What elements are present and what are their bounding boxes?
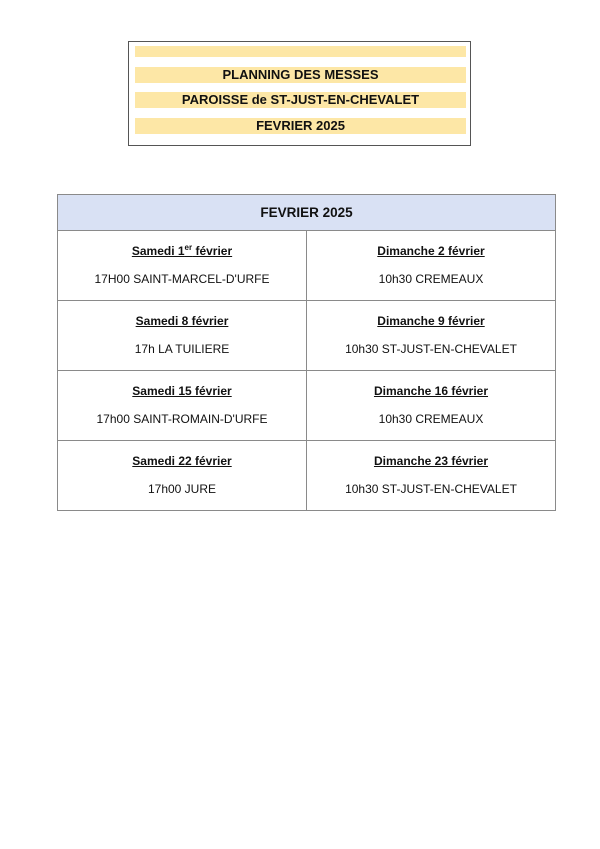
- saturday-cell: [58, 371, 307, 441]
- day-label: Dimanche 9 février: [377, 314, 485, 328]
- day-label: Samedi 22 février: [132, 454, 232, 468]
- day-label-superscript: er: [184, 243, 193, 252]
- table-row: [58, 371, 556, 441]
- day-label-prefix: Samedi 1: [131, 244, 185, 258]
- mass-info: 17h00 JURE: [147, 482, 217, 496]
- mass-info: 10h30 CREMEAUX: [378, 412, 484, 426]
- table-row: [58, 441, 556, 511]
- header-month: FEVRIER 2025: [135, 118, 466, 134]
- saturday-cell: [58, 301, 307, 371]
- mass-info: 17h00 SAINT-ROMAIN-D'URFE: [96, 412, 268, 426]
- header-parish: PAROISSE de ST-JUST-EN-CHEVALET: [135, 92, 466, 108]
- day-label: Samedi 8 février: [135, 314, 229, 328]
- day-label: Samedi 15 février: [132, 384, 232, 398]
- mass-schedule-table: [57, 194, 556, 511]
- table-row: [58, 301, 556, 371]
- table-header-row: [58, 195, 556, 231]
- day-label: Dimanche 16 février: [373, 384, 489, 398]
- day-label-suffix: février: [192, 244, 233, 258]
- mass-info: 17h LA TUILIERE: [134, 342, 230, 356]
- header-title: PLANNING DES MESSES: [135, 67, 466, 83]
- header-box: [128, 41, 471, 146]
- mass-info: 10h30 ST-JUST-EN-CHEVALET: [345, 342, 517, 356]
- saturday-cell: [58, 441, 307, 511]
- sunday-cell: [307, 371, 556, 441]
- mass-info: 17H00 SAINT-MARCEL-D'URFE: [94, 272, 270, 286]
- table-row: [58, 231, 556, 301]
- sunday-cell: [307, 441, 556, 511]
- header-top-band: [135, 46, 466, 57]
- sunday-cell: [307, 301, 556, 371]
- table-title: FEVRIER 2025: [58, 195, 556, 231]
- sunday-cell: [307, 231, 556, 301]
- mass-info: 10h30 ST-JUST-EN-CHEVALET: [345, 482, 517, 496]
- day-label: Dimanche 23 février: [373, 454, 489, 468]
- day-label: [58, 244, 306, 259]
- saturday-cell: [58, 231, 307, 301]
- mass-info: 10h30 CREMEAUX: [378, 272, 484, 286]
- day-label: Dimanche 2 février: [377, 244, 485, 258]
